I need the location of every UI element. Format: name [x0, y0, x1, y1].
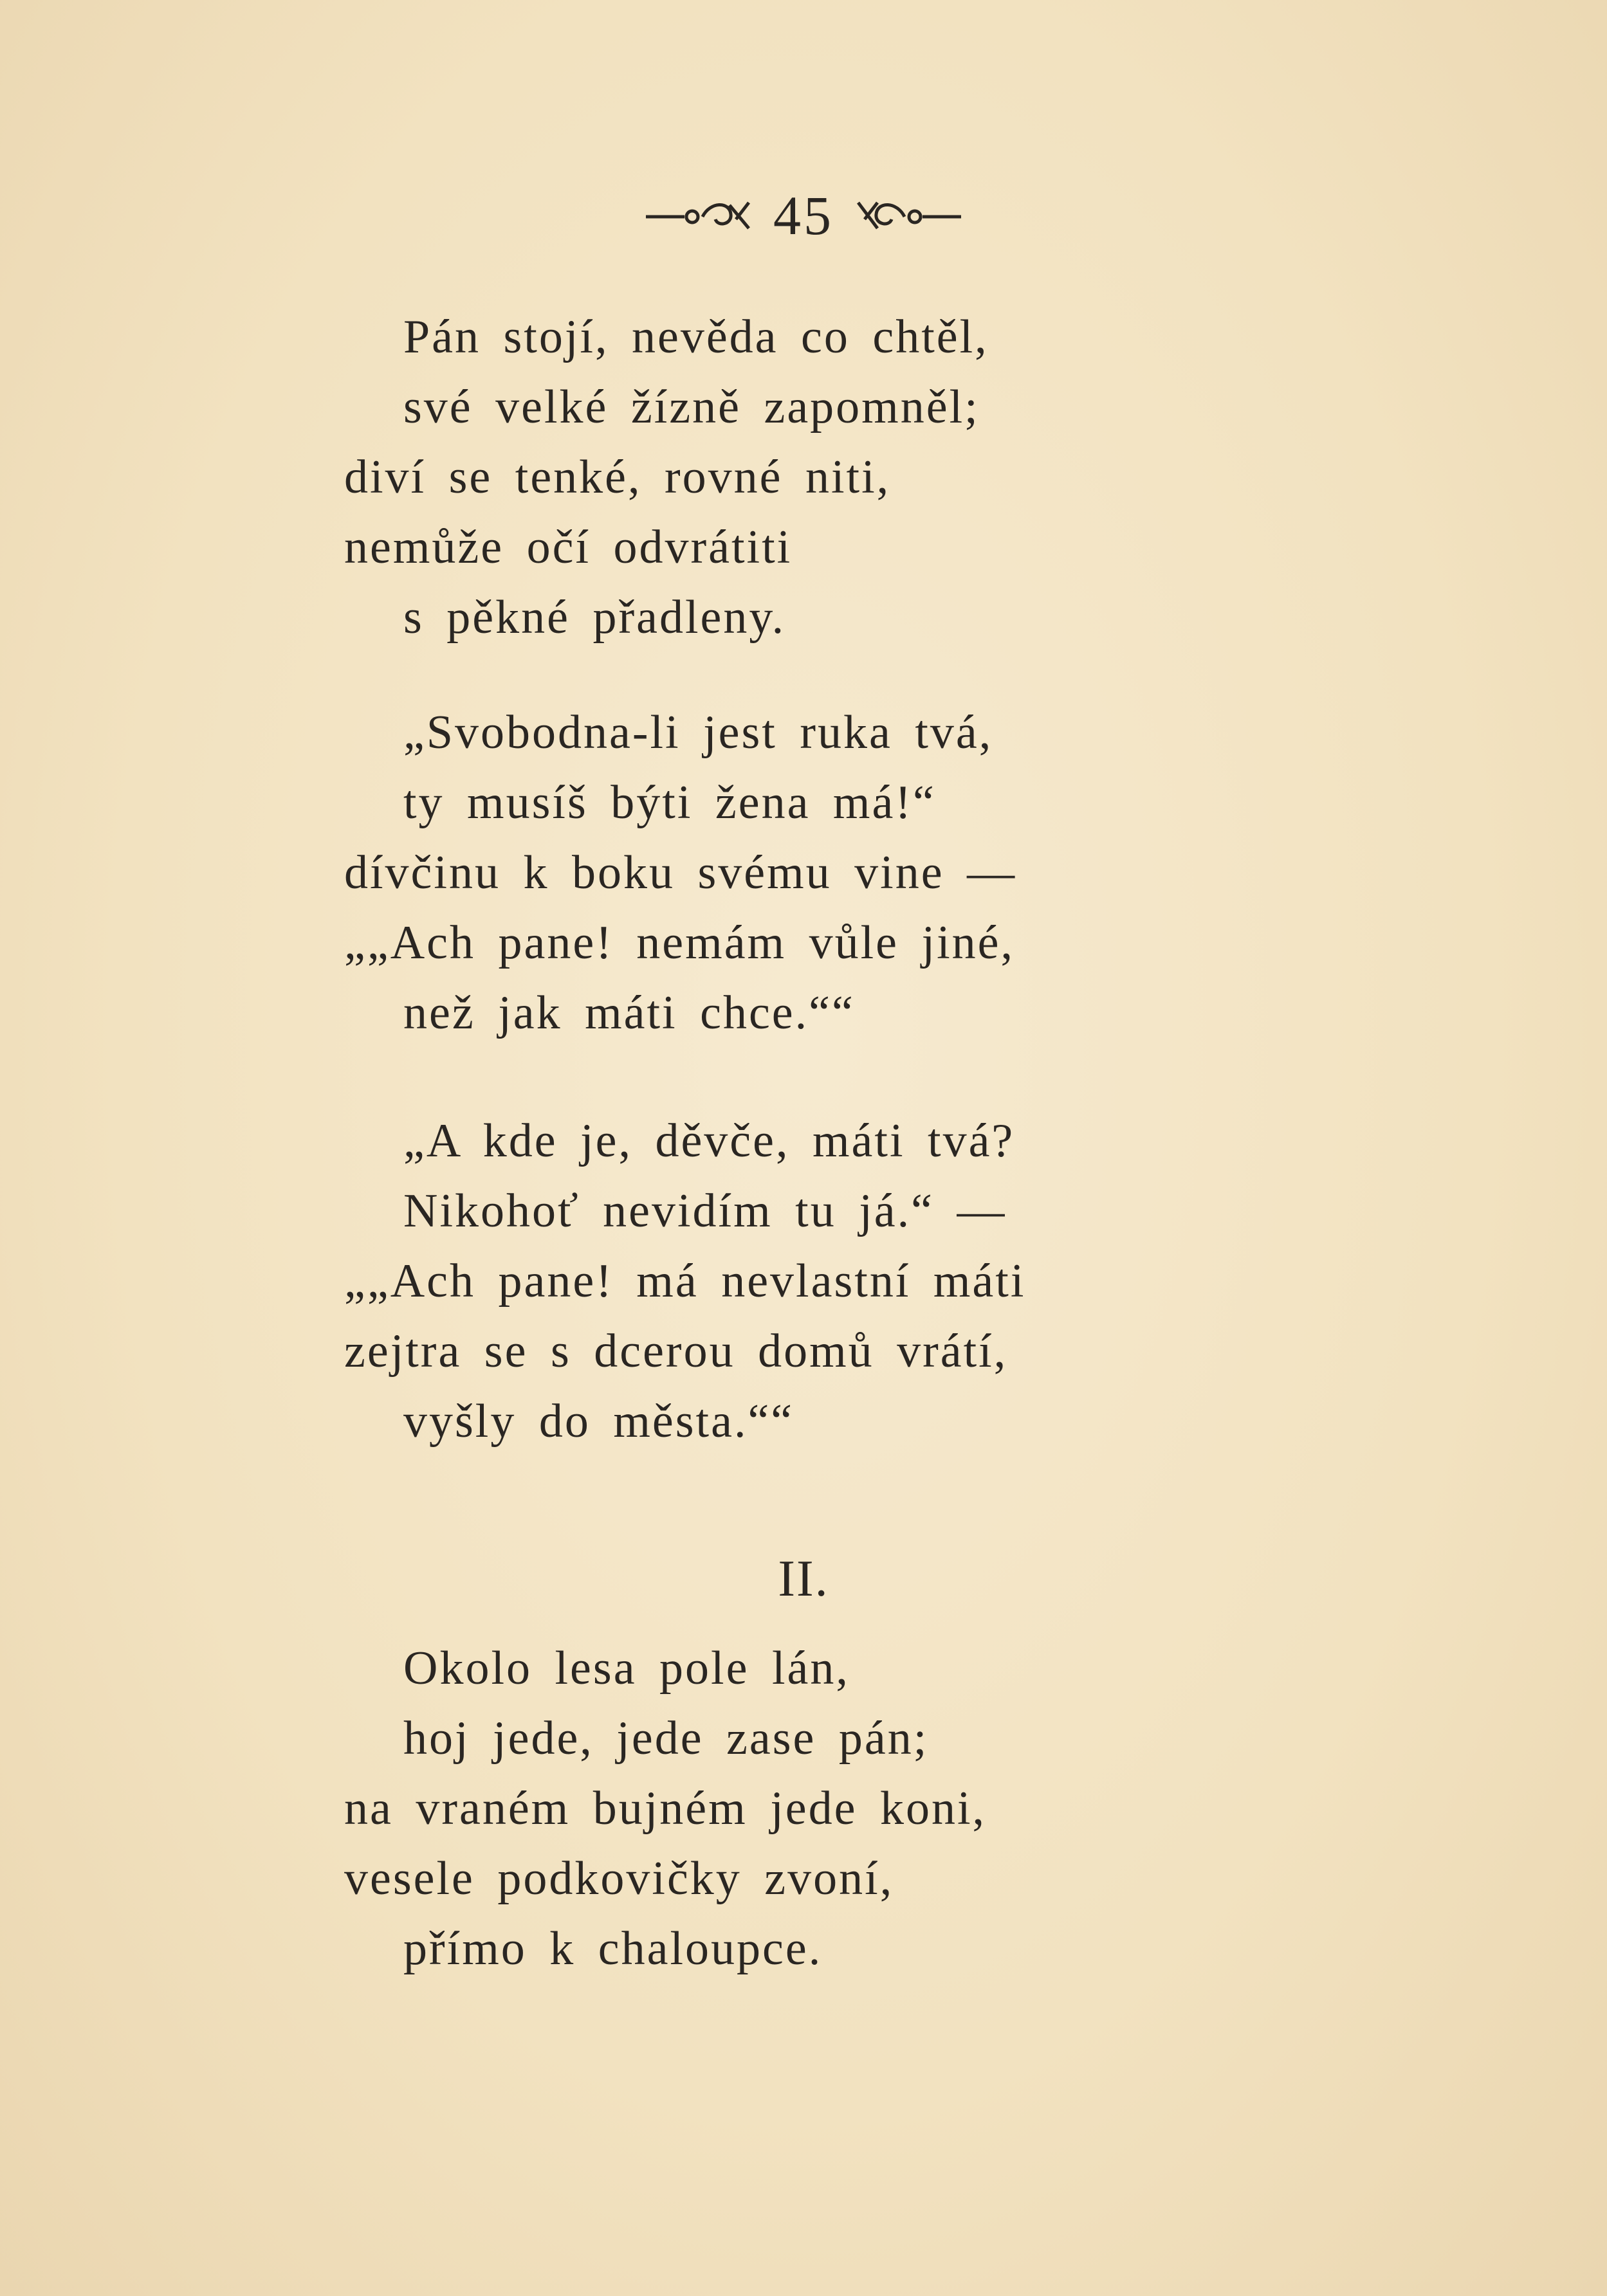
stanza-1: [344, 302, 989, 653]
verse-line: „„Ach pane! nemám vůle jiné,: [344, 916, 1015, 969]
stanza-4: [344, 1634, 986, 1984]
verse-line: přímo k chaloupce.: [403, 1922, 823, 1975]
page-number: 45: [773, 185, 834, 246]
verse-line: vyšly do města.““: [403, 1395, 794, 1448]
section-heading: II.: [778, 1551, 829, 1607]
verse-line: „„Ach pane! má nevlastní máti: [344, 1255, 1026, 1307]
verse-line: na vraném bujném jede koni,: [344, 1782, 987, 1835]
verse-line: ty musíš býti žena má!“: [403, 776, 936, 829]
verse-line: hoj jede, jede zase pán;: [403, 1712, 929, 1765]
verse-line: nemůže očí odvrátiti: [344, 521, 793, 574]
verse-line: dívčinu k boku svému vine —: [344, 846, 1017, 899]
right-ornament-icon: [852, 196, 961, 235]
verse-line: Pán stojí, nevěda co chtěl,: [403, 311, 989, 363]
verse-line: Nikohoť nevidím tu já.“ —: [403, 1185, 1007, 1237]
page-header: [0, 180, 1607, 251]
stanza-3: [344, 1106, 1025, 1457]
verse-line: „Svobodna-li jest ruka tvá,: [403, 706, 993, 759]
verse-line: své velké žízně zapomněl;: [403, 381, 980, 433]
left-ornament-icon: [646, 196, 755, 235]
verse-line: než jak máti chce.““: [403, 987, 855, 1039]
verse-line: „A kde je, děvče, máti tvá?: [403, 1115, 1015, 1167]
verse-line: Okolo lesa pole lán,: [403, 1642, 850, 1695]
verse-line: diví se tenké, rovné niti,: [344, 451, 891, 504]
verse-line: s pěkné přadleny.: [403, 591, 786, 644]
verse-line: zejtra se s dcerou domů vrátí,: [344, 1325, 1008, 1378]
stanza-2: [344, 698, 1016, 1048]
verse-line: vesele podkovičky zvoní,: [344, 1852, 894, 1905]
